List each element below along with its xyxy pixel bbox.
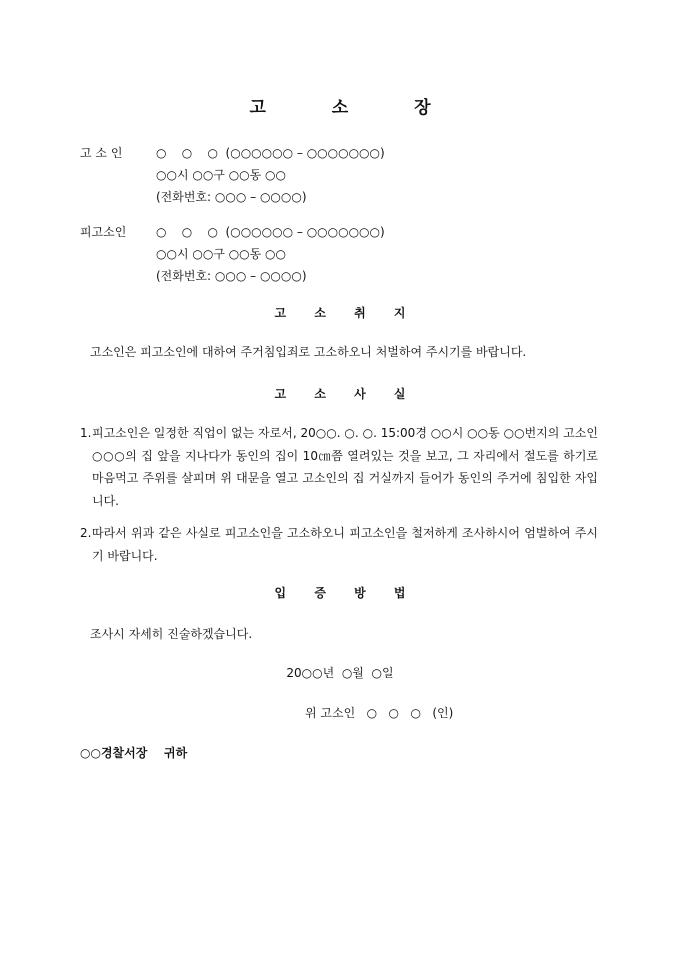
document-title: 고 소 장	[249, 98, 461, 118]
accused-address-line: ○○시 ○○구 ○○동 ○○	[156, 247, 286, 261]
fact-item-1	[80, 422, 598, 512]
fact-text-1: 피고소인은 일정한 직업이 없는 자로서, 20○○. ○. ○. 15:00경 ○○시 ○○동 ○○번지의 고소인 ○○○의 집 앞을 지나다가 동인의 집이 10㎝쯤 열려있는 것을 보고, 그 자리에서 절도를 하기로 마음먹고 주위를 살피며 위 대문을 열고 고소인의 집 거실까지 들어가 동인의 주거에 침입한 자입니다.	[92, 426, 598, 508]
complainant-phone-line: (전화번호: ○○○ – ○○○○)	[156, 190, 307, 204]
signer-line: 위 고소인 ○ ○ ○ (인)	[305, 706, 454, 720]
evidence-heading: 입 증 방 법	[274, 586, 418, 600]
complainant-label: 고 소 인	[80, 146, 123, 160]
facts-heading: 고 소 사 실	[274, 387, 418, 401]
purpose-heading: 고 소 취 지	[274, 306, 418, 320]
fact-number-1: 1.	[80, 426, 92, 440]
accused-phone-line: (전화번호: ○○○ – ○○○○)	[156, 269, 307, 283]
fact-text-2: 따라서 위과 같은 사실로 피고소인을 고소하오니 피고소인을 철저하게 조사하시어 엄벌하여 주시기 바랍니다.	[92, 526, 598, 563]
accused-name-line: ○ ○ ○ (○○○○○○ – ○○○○○○○)	[156, 225, 385, 239]
fact-number-2: 2.	[80, 526, 92, 540]
complainant-address-line: ○○시 ○○구 ○○동 ○○	[156, 168, 286, 182]
date-line: 20○○년 ○월 ○일	[286, 666, 394, 680]
fact-item-2	[80, 522, 598, 567]
addressee: ○○경찰서장 귀하	[80, 746, 188, 760]
complainant-name-line: ○ ○ ○ (○○○○○○ – ○○○○○○○)	[156, 146, 385, 160]
evidence-text: 조사시 자세히 진술하겠습니다.	[90, 627, 253, 641]
purpose-text: 고소인은 피고소인에 대하여 주거침입죄로 고소하오니 처벌하여 주시기를 바랍니다.	[90, 345, 527, 359]
accused-label: 피고소인	[80, 225, 127, 239]
